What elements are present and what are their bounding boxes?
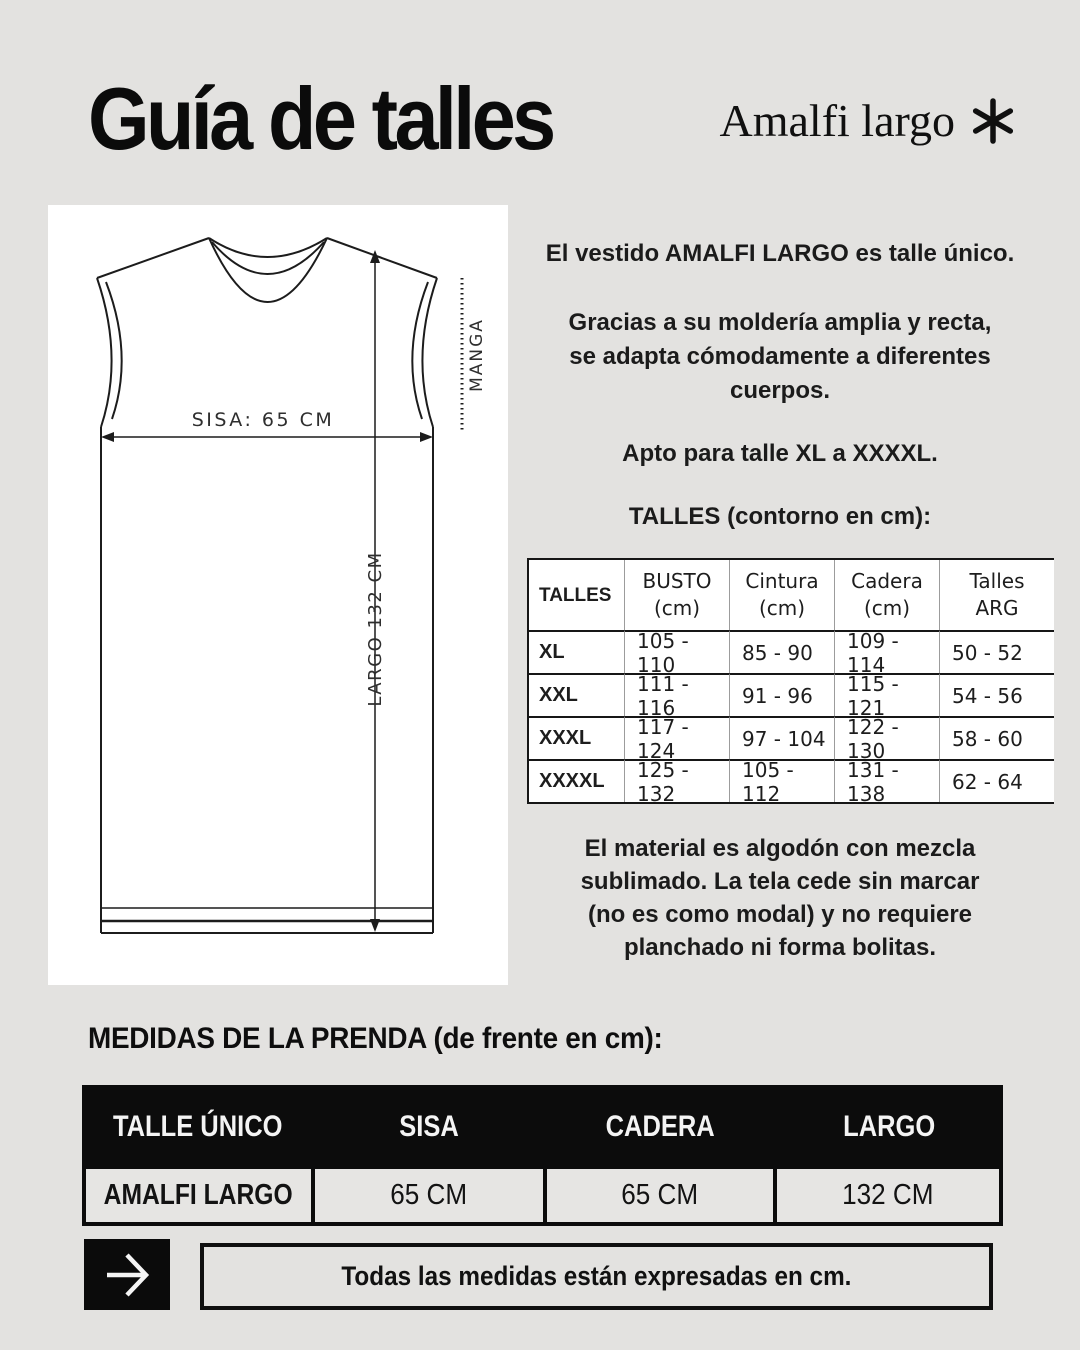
table-cell: 91 - 96 [730,673,835,716]
footer-note-text: Todas las medidas están expresadas en cm. [341,1261,852,1291]
garment-measures-heading: MEDIDAS DE LA PRENDA (de frente en cm): [88,1022,663,1055]
table-cell: 109 - 114 [835,630,940,673]
table-cell: 105 - 110 [625,630,730,673]
intro-headline: El vestido AMALFI LARGO es talle único. [545,240,1015,267]
table-cell: 65 CM [315,1169,543,1222]
table-cell: 97 - 104 [730,716,835,759]
size-label: XXXXL [529,759,625,802]
column-header: BUSTO (cm) [625,560,730,630]
arrow-right-icon [99,1249,155,1301]
table-cell: 85 - 90 [730,630,835,673]
table-cell: 132 CM [777,1169,999,1222]
garment-name: AMALFI LARGO [86,1169,311,1222]
table-cell: 105 - 112 [730,759,835,802]
table-cell: 111 - 116 [625,673,730,716]
table-cell: 115 - 121 [835,673,940,716]
brand-name: Amalfi largo [719,95,955,146]
material-note-line: sublimado. La tela cede sin marcar [580,868,980,895]
garment-measures-table [82,1085,1003,1226]
size-label: XL [529,630,625,673]
sizes-table [527,558,1054,804]
garment-table-row [82,1169,1003,1226]
column-header: SISA [399,1110,459,1143]
table-cell: 62 - 64 [940,759,1054,802]
table-cell: 65 CM [547,1169,773,1222]
footer-note-box [200,1243,993,1310]
fit-note: Apto para talle XL a XXXXL. [622,440,938,467]
table-cell: 125 - 132 [625,759,730,802]
column-header: TALLES [529,560,625,630]
next-arrow-button[interactable] [84,1239,170,1310]
column-header: LARGO [842,1110,936,1143]
table-cell: 58 - 60 [940,716,1054,759]
material-note-line: El material es algodón con mezcla [584,835,976,862]
size-label: XXXL [529,716,625,759]
largo-measurement-label: LARGO 132 CM [365,551,386,707]
largo-arrow [365,250,386,932]
manga-marker [462,278,487,432]
column-header: Cintura (cm) [730,560,835,630]
intro-body [508,306,1052,408]
table-cell: 50 - 52 [940,630,1054,673]
column-header: Talles ARG [969,569,1025,620]
garment-table-header [82,1085,1003,1169]
dress-sketch [48,205,508,985]
material-note-line: planchado ni forma bolitas. [623,934,937,961]
manga-label: MANGA [467,318,487,392]
table-cell: 54 - 56 [940,673,1054,716]
sisa-measurement-label: SISA: 65 CM [191,409,335,431]
intro-body-line: cuerpos. [729,377,831,404]
sizes-table-heading: TALLES (contorno en cm): [628,503,932,530]
column-header: Cadera (cm) [835,560,940,630]
table-cell: 131 - 138 [835,759,940,802]
intro-body-line: Gracias a su moldería amplia y recta, [568,309,992,336]
table-cell: 122 - 130 [835,716,940,759]
page-title: Guía de talles [88,69,553,168]
brand [695,94,1015,147]
material-note [508,832,1052,964]
material-note-line: (no es como modal) y no requiere [587,901,973,928]
asterisk-icon [971,97,1015,145]
garment-diagram [48,205,508,985]
column-header: TALLE ÚNICO [112,1110,283,1143]
size-label: XXL [529,673,625,716]
dress-outline [97,238,437,933]
table-cell: 117 - 124 [625,716,730,759]
column-header: CADERA [605,1110,715,1143]
intro-body-line: se adapta cómodamente a diferentes [569,343,991,370]
sisa-arrow [101,409,433,442]
